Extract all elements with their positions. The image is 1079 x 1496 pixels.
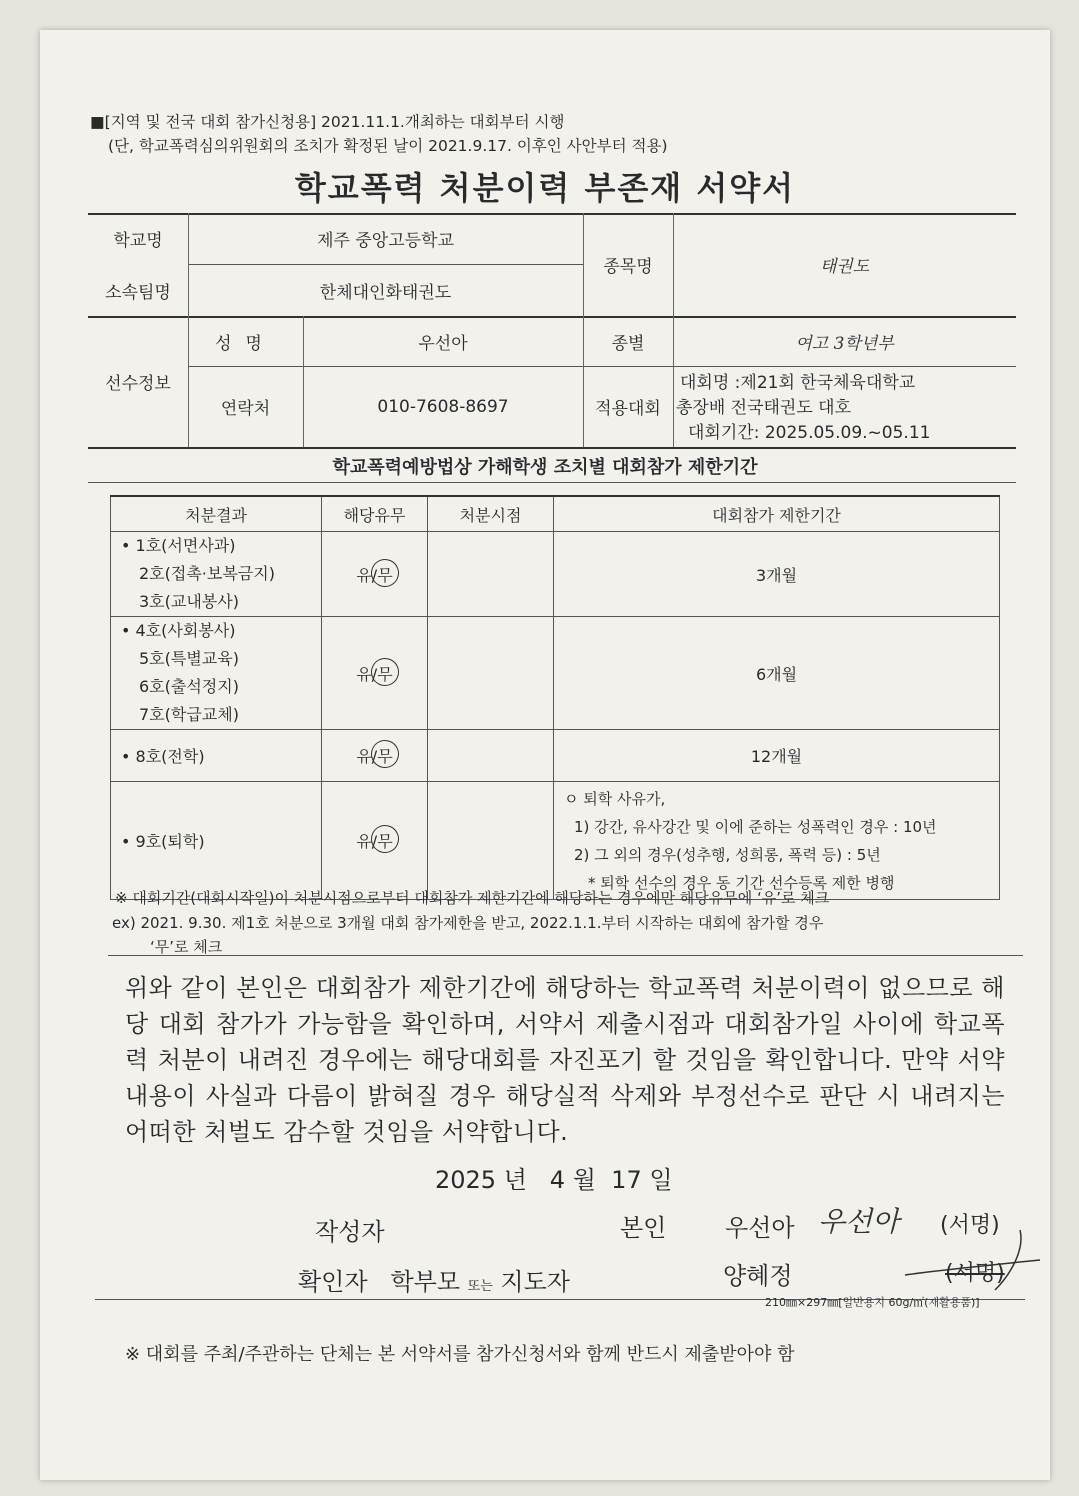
school-name-label: 학교명 (113, 231, 163, 251)
time-cell (428, 730, 554, 782)
sport-value: 태권도 (819, 257, 870, 277)
contact-label: 연락처 (220, 399, 271, 419)
note-3: ‘무’로 체크 (150, 938, 223, 956)
note-2: ex) 2021. 9.30. 제1호 처분으로 3개월 대회 참가제한을 받고, 2022.1.1.부터 시작하는 대회에 참가할 경우 (112, 914, 824, 932)
date-line: 2025 년 4 월 17 일 (435, 1166, 673, 1194)
time-cell (428, 617, 554, 730)
document-page (40, 30, 1050, 1480)
category-label: 종별 (611, 333, 645, 354)
applicable-cell: 유/무 (322, 532, 428, 617)
writer-name: 우선아 (725, 1214, 795, 1242)
table-row (111, 782, 1000, 900)
document-title: 학교폭력 처분이력 부존재 서약서 (294, 169, 796, 207)
footer-note: ※ 대회를 주최/주관하는 단체는 본 서약서를 참가신청서와 함께 반드시 제출받아야 함 (125, 1344, 795, 1365)
col-period: 대회참가 제한기간 (554, 496, 1000, 532)
time-cell (428, 782, 554, 900)
result-cell: • 8호(전학) (111, 730, 322, 782)
note-1: ※ 대회기간(대회시작일)이 처분시점으로부터 대회참가 제한기간에 해당하는 경우에만 해당유무에 ‘유’로 체크 (115, 889, 830, 907)
signature-scribble-icon (900, 1220, 1050, 1300)
event-name-line-1: 대회명 :제21회 한국체육대학교 (680, 372, 916, 393)
table-row (111, 617, 1000, 730)
restriction-table-title: 학교폭력예방법상 가해학생 조치별 대회참가 제한기간 (332, 457, 758, 478)
confirmer-label: 확인자 학부모 또는 지도자 (298, 1268, 570, 1296)
school-name-value: 제주 중앙고등학교 (317, 231, 454, 251)
table-row (111, 532, 1000, 617)
period-cell: 6개월 (554, 617, 1000, 730)
team-name-label: 소속팀명 (105, 282, 171, 303)
time-cell (428, 532, 554, 617)
header-line-1: ■[지역 및 전국 대회 참가신청용] 2021.11.1.개최하는 대회부터 시행 (90, 113, 565, 131)
header-line-2: (단, 학교폭력심의위원회의 조치가 확정된 날이 2021.9.17. 이후인 사안부터 적용) (108, 137, 668, 155)
event-period: 대회기간: 2025.05.09.~05.11 (688, 422, 931, 443)
table-row (111, 730, 1000, 782)
paper-spec: 210㎜×297㎜[일반용지 60g/㎡(재활용품)] (765, 1296, 980, 1309)
category-value: 여고 3학년부 (795, 333, 894, 354)
name-value: 우선아 (418, 333, 468, 354)
player-info-label: 선수정보 (105, 374, 171, 394)
penalty-table (110, 495, 1000, 900)
col-result: 처분결과 (111, 496, 322, 532)
col-time: 처분시점 (428, 496, 554, 532)
applied-event-label: 적용대회 (595, 399, 661, 419)
applicable-cell: 유/무 (322, 617, 428, 730)
applicable-cell: 유/무 (322, 730, 428, 782)
result-cell: • 4호(사회봉사) 5호(특별교육) 6호(출석정지) 7호(학급교체) (111, 617, 322, 730)
self-label: 본인 (620, 1214, 667, 1242)
handwritten-signature: 우선아 (818, 1205, 900, 1238)
writer-label: 작성자 (315, 1218, 385, 1246)
sign-mark: (서명) (940, 1213, 1000, 1238)
contact-value: 010-7608-8697 (377, 396, 509, 417)
col-applicable: 해당유무 (322, 496, 428, 532)
sport-label: 종목명 (603, 257, 653, 277)
period-cell: ㅇ 퇴학 사유가, 1) 강간, 유사강간 및 이에 준하는 성폭력인 경우 : 10년 2) 그 외의 경우(성추행, 성희롱, 폭력 등) : 5년 * 퇴학 선수의 경우 동 기간 선수등록 제한 병행 (554, 782, 1000, 900)
event-name-line-2: 총장배 전국태권도 대호 (676, 397, 852, 418)
period-cell: 3개월 (554, 532, 1000, 617)
result-cell: • 1호(서면사과) 2호(접촉·보복금지) 3호(교내봉사) (111, 532, 322, 617)
team-name-value: 한체대인화태권도 (319, 282, 452, 303)
pledge-text: 위와 같이 본인은 대회참가 제한기간에 해당하는 학교폭력 처분이력이 없으므로 해당 대회 참가가 가능함을 확인하며, 서약서 제출시점과 대회참가일 사이에 학교폭력 처분이 내려진 경우에는 해당대회를 자진포기 할 것임을 확인합니다. 만약 서약내용이 사실과 다름이 밝혀질 경우 해당실적 삭제와 부정선수로 판단 시 내려지는 어떠한 처벌도 감수할 것임을 서약합니다. (125, 974, 1005, 1146)
confirmer-name: 양혜정 (723, 1262, 793, 1290)
result-cell: • 9호(퇴학) (111, 782, 322, 900)
name-label: 성명 (215, 333, 276, 354)
applicable-cell: 유/무 (322, 782, 428, 900)
sign-mark-2: (서명) (945, 1261, 1005, 1286)
period-cell: 12개월 (554, 730, 1000, 782)
